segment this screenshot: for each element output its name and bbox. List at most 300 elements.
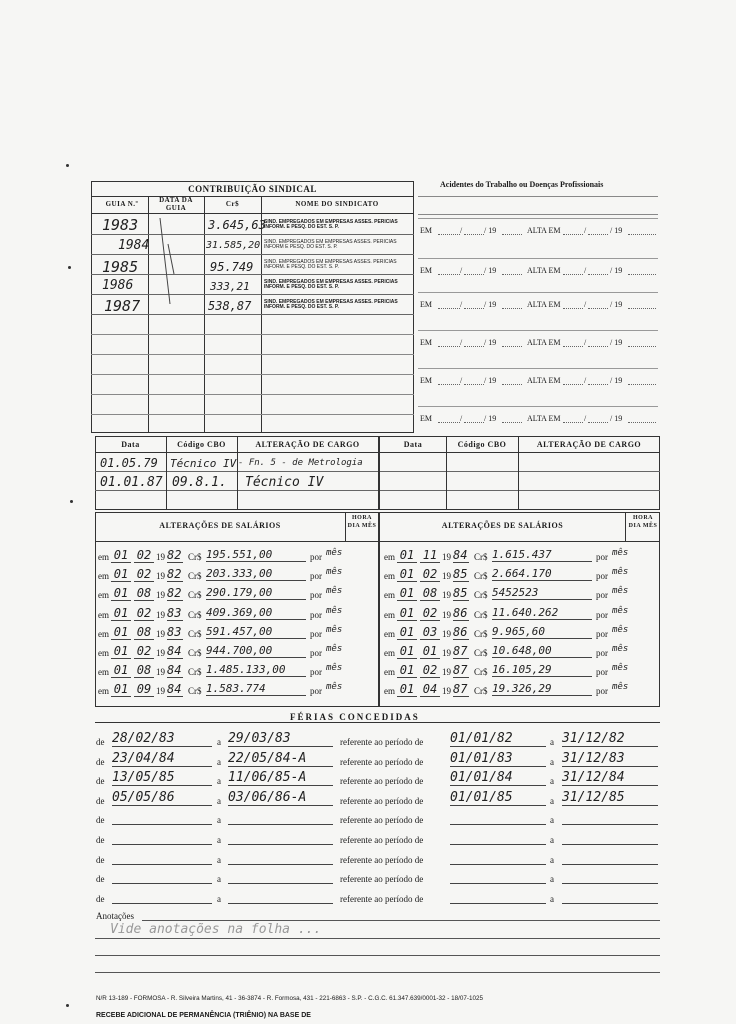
ferias-period-end: 31/12/85 [562,790,658,806]
ferias-start-date: 23/04/84 [112,751,212,767]
accident-slash: / [460,338,463,347]
ferias-end-date: 03/06/86-A [228,790,333,806]
ferias-period-start [450,829,546,845]
margin-mark [66,1004,69,1007]
salary-year: 87 [453,663,468,678]
ferias-de-label: de [96,737,105,747]
accident-year: / 19 [484,266,497,275]
salary-year: 86 [453,624,468,639]
salary-year-prefix: 19 [442,609,451,620]
salary-year: 82 [167,567,182,582]
salary-currency: Cr$ [188,571,202,582]
margin-mark [68,266,71,269]
salary-period: mês [326,663,343,674]
ferias-a2-label: a [550,795,554,806]
accident-field [502,308,522,309]
ferias-de-label: de [96,756,105,767]
salary-por-label: por [310,590,322,601]
ferias-a-label: a [217,737,221,747]
accident-field [563,274,583,275]
salary-year: 84 [453,548,468,562]
pen-strike-mark [150,214,205,314]
accident-slash: / [460,300,463,309]
salary-year: 83 [167,605,182,620]
contrib-valor: 95.749 [210,260,254,274]
ferias-start-date [112,888,212,904]
accident-alta-label: ALTA EM [527,376,561,385]
ferias-end-date [228,809,333,825]
accident-em-label: EM [420,300,432,309]
ferias-period-start: 01/01/83 [450,751,546,767]
accident-field [464,346,484,347]
ferias-a-label: a [217,756,221,767]
salary-por-label: por [310,667,322,678]
accident-field [563,234,583,235]
contrib-sindicato: SIND. EMPREGADOS EM EMPRESAS ASSES. PERICIAS INFORM. E PESQ. DO EST. S. P. [264,219,398,230]
salary-em-label: em [98,571,109,582]
salary-year-prefix: 19 [156,686,165,697]
salary-currency: Cr$ [188,590,202,601]
accident-field [464,308,484,309]
anotacoes-label: Anotações [96,911,134,921]
ferias-period-end [562,868,658,884]
salary-month: 02 [420,663,440,678]
salary-title-2: ALTERAÇÕES DE SALÁRIOS [441,521,564,530]
accident-field [464,234,484,235]
accident-slash: / [460,414,463,423]
salary-em-label: em [384,686,395,697]
ferias-a2-label: a [550,893,554,904]
ferias-period-end: 31/12/82 [562,731,658,747]
accident-field [464,384,484,385]
salary-em-label: em [98,552,109,562]
accident-field [502,422,522,423]
ferias-period-start: 01/01/82 [450,731,546,747]
accident-field [588,422,608,423]
accident-slash: / [460,266,463,275]
salary-month: 02 [134,548,154,563]
salary-year: 87 [453,682,468,697]
contrib-guia: 1987 [104,297,141,315]
salary-month: 02 [420,567,440,582]
accident-em-label: EM [420,338,432,347]
salary-day: 01 [397,644,417,659]
ferias-a2-label: a [550,874,554,885]
accident-alta-label: ALTA EM [527,266,561,275]
accident-alta-label: ALTA EM [527,226,561,235]
salary-period: mês [326,586,343,597]
ferias-a-label: a [217,795,221,806]
accident-field [438,308,460,309]
salary-month: 08 [420,586,440,601]
accident-field [563,346,583,347]
salary-value: 290.179,00 [206,586,306,600]
cargo-row-cbo: Técnico IV [170,457,237,470]
ferias-a-label: a [217,893,221,904]
salary-em-label: em [384,648,395,658]
accident-field [438,274,460,275]
salary-currency: Cr$ [474,609,488,620]
salary-year-prefix: 19 [156,552,165,562]
contrib-guia: 1986 [102,278,134,293]
accident-slash: / [584,338,587,347]
salary-currency: Cr$ [188,628,202,639]
ferias-period-end: 31/12/84 [562,770,658,786]
salary-em-label: em [98,590,109,601]
salary-value: 944.700,00 [206,644,306,658]
accidents-rule [418,368,658,369]
accident-year-2: / 19 [610,266,623,275]
accidents-rule [418,218,658,219]
salary-por-label: por [596,571,608,582]
accident-field [438,234,460,235]
ferias-a2-label: a [550,737,554,747]
accident-field [588,308,608,309]
cargo-header-alteracao: ALTERAÇÃO DE CARGO [255,440,360,449]
ferias-a2-label: a [550,835,554,845]
accident-field [588,384,608,385]
salary-por-label: por [596,628,608,639]
salary-currency: Cr$ [188,667,202,678]
salary-value: 591.457,00 [206,625,306,639]
salary-value: 195.551,00 [206,548,306,562]
ferias-ref-label: referente ao período de [340,795,424,806]
salary-month: 03 [420,625,440,640]
ferias-ref-label: referente ao período de [340,815,424,826]
accident-slash: / [584,226,587,235]
ferias-a2-label: a [550,776,554,787]
ferias-de-label: de [96,874,105,885]
ferias-a-label: a [217,776,221,787]
salary-period: mês [326,682,343,693]
salary-value: 2.664.170 [492,567,592,581]
ferias-de-label: de [96,854,105,865]
ferias-period-end [562,888,658,904]
ferias-start-date [112,849,212,865]
ferias-a-label: a [217,854,221,865]
contrib-guia: 1983 [102,216,139,234]
accident-field [588,234,608,235]
salary-por-label: por [596,648,608,658]
salary-value: 409.369,00 [206,606,306,620]
salary-month: 02 [134,567,154,582]
salary-period: mês [612,548,629,558]
ferias-end-date [228,849,333,865]
salary-day: 01 [111,606,131,621]
salary-currency: Cr$ [474,552,488,562]
salary-year: 84 [167,663,182,678]
accident-field [438,422,460,423]
accident-slash: / [584,300,587,309]
salary-em-label: em [384,667,395,678]
salary-month: 02 [420,606,440,621]
accident-field [502,234,522,235]
accident-field [438,384,460,385]
salary-year-prefix: 19 [156,590,165,601]
ferias-de-label: de [96,835,105,845]
salary-month: 09 [134,682,154,697]
accident-year-2: / 19 [610,338,623,347]
accident-field [438,346,460,347]
salary-em-label: em [384,609,395,620]
accident-field [588,274,608,275]
ferias-end-date: 22/05/84-A [228,751,333,767]
salary-por-label: por [310,648,322,658]
accident-slash: / [584,376,587,385]
ferias-ref-label: referente ao período de [340,893,424,904]
ferias-period-end: 31/12/83 [562,751,658,767]
contrib-valor: 31.585,20 [206,240,261,251]
cargo-header-data: Data [121,440,140,449]
salary-period: mês [326,567,343,578]
salary-value: 10.648,00 [492,644,592,658]
salary-year: 83 [167,624,182,639]
salary-em-label: em [384,590,395,601]
footer-notice: RECEBE ADICIONAL DE PERMANÊNCIA (TRIÊNIO) NA BASE DE [96,1012,311,1019]
contrib-sindicato: SIND. EMPREGADOS EM EMPRESAS ASSES. PERICIAS INFORM. E PESQ. DO EST. S. P. [264,299,398,310]
accident-field [464,274,484,275]
contrib-header-data: DATA DA GUIA [159,196,193,212]
salary-value: 203.333,00 [206,567,306,581]
ferias-period-start [450,809,546,825]
ferias-period-end [562,829,658,845]
accident-field [628,274,656,275]
salary-currency: Cr$ [474,571,488,582]
salary-value: 16.105,29 [492,663,592,677]
cargo-header-cbo: Código CBO [177,440,226,449]
salary-em-label: em [98,667,109,678]
ferias-ref-label: referente ao período de [340,756,424,767]
accident-alta-label: ALTA EM [527,338,561,347]
salary-year-prefix: 19 [156,609,165,620]
salary-day: 01 [397,548,417,563]
salary-por-label: por [596,609,608,620]
salary-period: mês [612,624,629,635]
salary-year-prefix: 19 [156,628,165,639]
salary-value: 1.583.774 [206,682,306,696]
ferias-end-date [228,829,333,845]
salary-year-prefix: 19 [156,667,165,678]
accident-field [464,422,484,423]
salary-period: mês [326,624,343,635]
ferias-end-date [228,888,333,904]
cargo-header-data-2: Data [403,440,423,449]
salary-year: 87 [453,644,468,658]
accident-alta-label: ALTA EM [527,414,561,423]
salary-year: 82 [167,548,182,562]
contrib-header-valor: Cr$ [225,200,240,208]
ferias-title: FÉRIAS CONCEDIDAS [290,712,420,722]
salary-period: mês [612,586,629,597]
accident-field [563,384,583,385]
salary-year: 82 [167,586,182,601]
accident-field [502,384,522,385]
salary-day: 01 [111,567,131,582]
salary-year-prefix: 19 [442,628,451,639]
accident-field [502,274,522,275]
accident-field [502,346,522,347]
salary-month: 04 [420,682,440,697]
accident-year: / 19 [484,414,497,423]
ferias-start-date: 28/02/83 [112,731,212,747]
accident-slash: / [584,266,587,275]
salary-currency: Cr$ [474,686,488,697]
salary-month: 02 [134,606,154,621]
accident-slash: / [460,226,463,235]
salary-day: 01 [111,644,131,659]
ferias-start-date [112,829,212,845]
salary-day: 01 [111,586,131,601]
salary-year-prefix: 19 [442,552,451,562]
salary-currency: Cr$ [188,686,202,697]
accident-year-2: / 19 [610,226,623,235]
salary-year: 84 [167,644,182,658]
ferias-ref-label: referente ao período de [340,835,424,845]
accident-field [628,308,656,309]
ferias-de-label: de [96,815,105,826]
salary-year-prefix: 19 [442,686,451,697]
salary-hora-dia-mes: HORA DIA MÊS [347,515,377,529]
salary-day: 01 [111,663,131,678]
ferias-de-label: de [96,795,105,806]
salary-por-label: por [310,552,322,562]
contrib-valor: 333,21 [210,280,250,293]
salary-day: 01 [397,586,417,601]
salary-hora-dia-mes-2: HORA DIA MÊS [628,515,658,529]
salary-por-label: por [596,667,608,678]
salary-por-label: por [310,571,322,582]
ferias-a-label: a [217,874,221,885]
contrib-guia: 1985 [102,258,139,276]
accidents-rule [418,330,658,331]
salary-month: 08 [134,663,154,678]
salary-day: 01 [397,625,417,640]
ferias-start-date: 05/05/86 [112,790,212,806]
ferias-ref-label: referente ao período de [340,854,424,865]
salary-year-prefix: 19 [442,667,451,678]
salary-em-label: em [384,628,395,639]
ferias-period-start: 01/01/84 [450,770,546,786]
accident-slash: / [460,376,463,385]
ferias-a2-label: a [550,854,554,865]
ferias-a-label: a [217,815,221,826]
salary-currency: Cr$ [474,648,488,658]
salary-currency: Cr$ [188,609,202,620]
salary-year-prefix: 19 [442,590,451,601]
accident-year-2: / 19 [610,376,623,385]
accident-em-label: EM [420,226,432,235]
accidents-rule [418,406,658,407]
salary-em-label: em [384,552,395,562]
ferias-ref-label: referente ao período de [340,776,424,787]
salary-currency: Cr$ [474,628,488,639]
salary-value: 9.965,60 [492,625,592,639]
salary-period: mês [612,663,629,674]
salary-month: 08 [134,586,154,601]
accident-year: / 19 [484,226,497,235]
contrib-valor: 3.645,63 [208,218,266,232]
cargo-row-alteracao: - Fn. 5 - de Metrologia [238,458,363,468]
salary-em-label: em [384,571,395,582]
accident-field [628,422,656,423]
contrib-header-guia: GUIA N.º [105,200,139,208]
salary-em-label: em [98,648,109,658]
salary-period: mês [326,644,343,654]
salary-day: 01 [397,663,417,678]
margin-mark [66,164,69,167]
accidents-title: Acidentes do Trabalho ou Doenças Profissionais [440,180,604,189]
salary-por-label: por [310,686,322,697]
salary-month: 02 [134,644,154,659]
accident-field [628,346,656,347]
salary-day: 01 [111,548,131,563]
salary-month: 11 [420,548,440,563]
salary-year-prefix: 19 [442,648,451,658]
salary-em-label: em [98,609,109,620]
salary-period: mês [326,605,343,616]
ferias-period-end [562,809,658,825]
ferias-start-date [112,809,212,825]
contrib-header-sindicato: NOME DO SINDICATO [295,200,379,208]
salary-period: mês [612,605,629,616]
accident-year-2: / 19 [610,300,623,309]
contrib-title: CONTRIBUIÇÃO SINDICAL [188,184,317,194]
contrib-valor: 538,87 [208,299,252,313]
salary-month: 08 [134,625,154,640]
salary-value: 1.485.133,00 [206,663,306,677]
ferias-a2-label: a [550,815,554,826]
salary-value: 1.615.437 [492,548,592,562]
accident-year: / 19 [484,376,497,385]
ferias-de-label: de [96,776,105,787]
salary-em-label: em [98,628,109,639]
ferias-period-start [450,888,546,904]
salary-month: 01 [420,644,440,659]
salary-period: mês [326,548,343,558]
contrib-guia: 1984 [118,238,150,253]
ferias-start-date [112,868,212,884]
ferias-de-label: de [96,893,105,904]
accident-alta-label: ALTA EM [527,300,561,309]
salary-day: 01 [111,682,131,697]
accidents-rule [418,292,658,293]
salary-year: 84 [167,682,182,697]
contrib-sindicato: SIND. EMPREGADOS EM EMPRESAS ASSES. PERICIAS INFORM. E PESQ. DO EST. S. P. [264,279,398,290]
salary-day: 01 [397,682,417,697]
salary-year: 85 [453,586,468,601]
ferias-a-label: a [217,835,221,845]
cargo-row-data: 01.01.87 [100,475,163,490]
ferias-period-start [450,868,546,884]
accident-field [628,234,656,235]
accident-field [628,384,656,385]
salary-por-label: por [596,686,608,697]
salary-day: 01 [397,567,417,582]
margin-mark [70,500,73,503]
salary-year: 86 [453,605,468,620]
ferias-end-date: 11/06/85-A [228,770,333,786]
salary-em-label: em [98,686,109,697]
salary-currency: Cr$ [188,648,202,658]
footer-imprint: N/R 13-189 - FORMOSA - R. Silveira Martins, 41 - 36-3874 - R. Formosa, 431 - 221-6863 - S.P. - C.G.C. 61.347.639/0001-32 - 18/07-1025 [96,995,483,1002]
contrib-sindicato: SIND. EMPREGADOS EM EMPRESAS ASSES. PERICIAS INFORM E PESQ. DO EST. S. P. [264,239,397,250]
ferias-ref-label: referente ao período de [340,737,424,747]
salary-period: mês [612,567,629,578]
accident-em-label: EM [420,376,432,385]
ferias-ref-label: referente ao período de [340,874,424,885]
salary-currency: Cr$ [474,667,488,678]
ferias-end-date [228,868,333,884]
